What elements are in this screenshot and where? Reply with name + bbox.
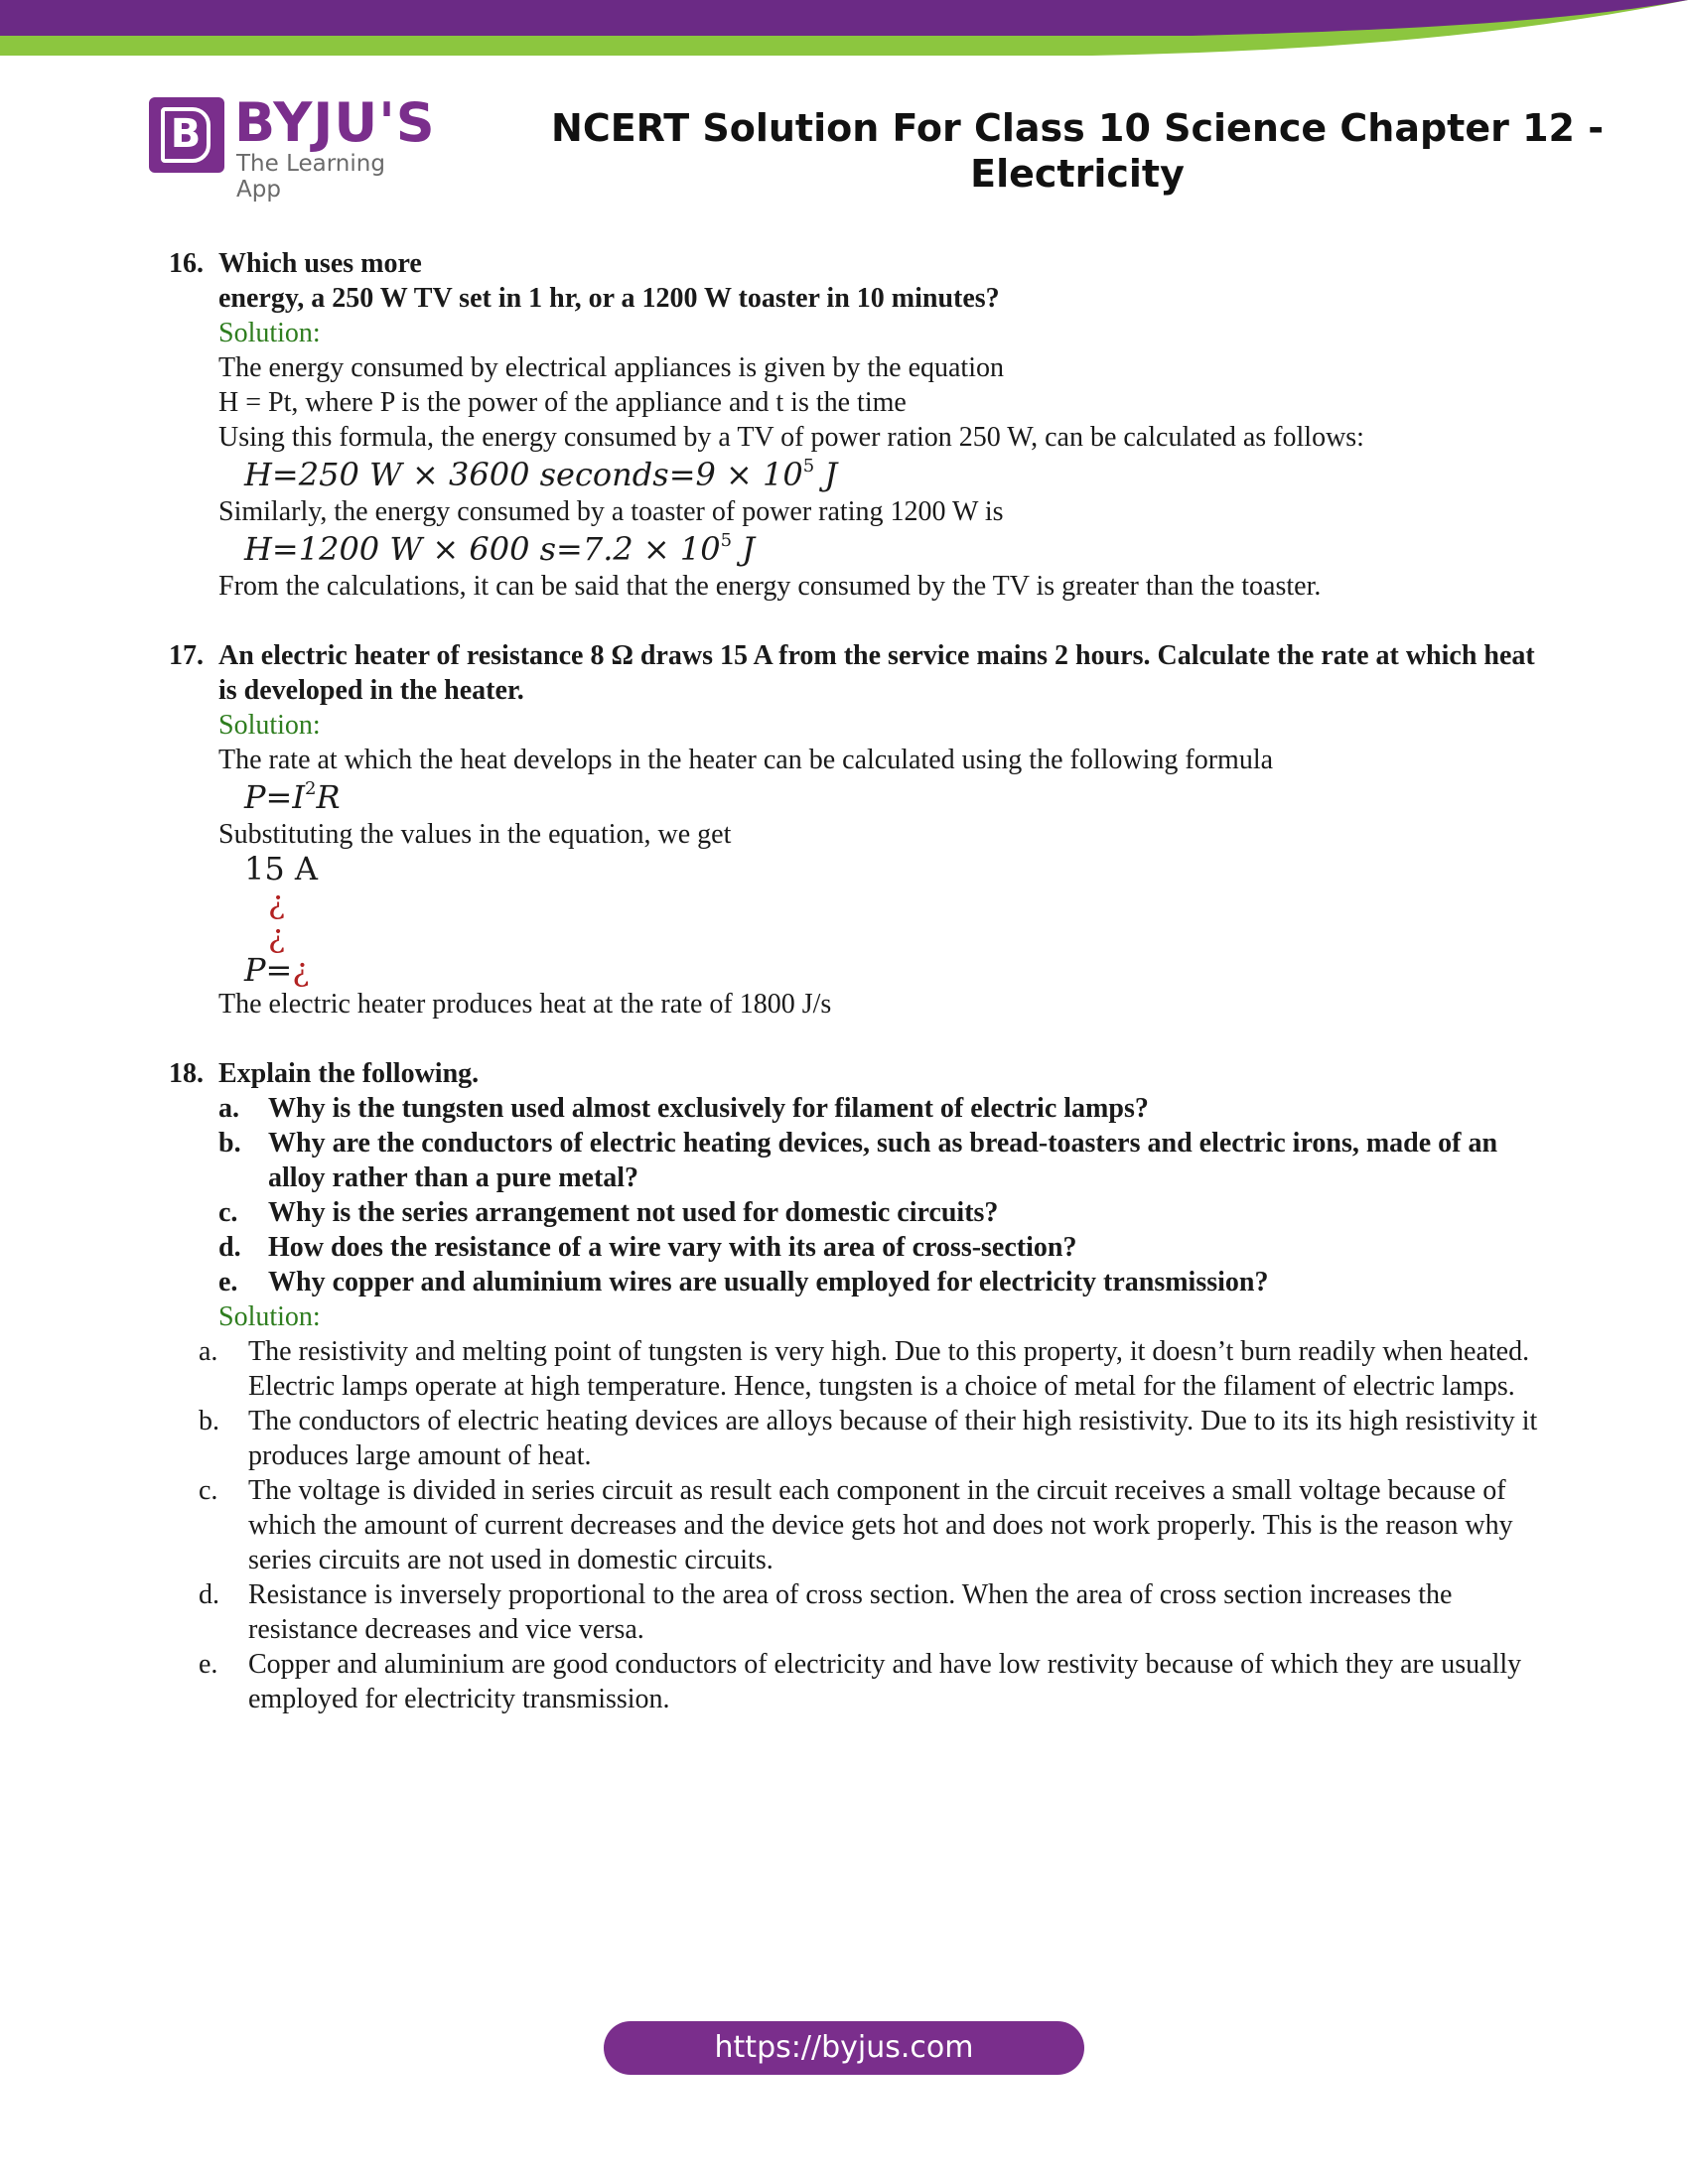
equation-text: H=250 W × 3600 seconds=9 × 10 [244,456,803,493]
eq-line: ¿ [268,884,286,921]
eq-line: ¿ [268,917,286,955]
sub-text: Why is the series arrangement not used for domestic circuits? [268,1197,999,1228]
eq-line [244,953,1559,987]
answer-label: e. [199,1649,218,1680]
equation-tv [218,455,1559,494]
answer-item [199,1577,1559,1647]
sub-text: Why are the conductors of electric heating devices, such as bread-toasters and electric irons, made of an alloy rather than a pure metal? [268,1128,1498,1193]
answer-item [199,1404,1559,1473]
answer-item [199,1647,1559,1716]
question-17 [169,638,1559,1022]
eq-base: P= [244,951,293,989]
brand-tagline: The Learning App [236,151,385,203]
answer-text: Resistance is inversely proportional to the area of cross section. When the area of cross section increases the resistance decreases and vice versa. [248,1579,1453,1645]
unit: J [814,456,838,493]
sub-text: Why copper and aluminium wires are usually employed for electricity transmission? [268,1267,1269,1297]
conclusion: From the calculations, it can be said that the energy consumed by the TV is greater than the toaster. [218,571,1322,602]
exponent: 2 [304,778,317,799]
solution-line: Similarly, the energy consumed by a toaster of power rating 1200 W is [218,496,1004,527]
solution-line: Using this formula, the energy consumed by a TV of power ration 250 W, can be calculated as follows: [218,422,1364,453]
equation-text: H=1200 W × 600 s=7.2 × 10 [244,530,721,568]
question-number: 18. [169,1058,204,1089]
sub-question [218,1230,1559,1265]
byjus-logo[interactable] [147,91,436,203]
question-text: An electric heater of resistance 8 Ω draws 15 A from the service mains 2 hours. Calculate the rate at which heat is developed in the heater. [218,640,1535,706]
eq-line: 15 A [244,850,318,887]
solution-line: H = Pt, where P is the power of the appliance and t is the time [218,387,907,418]
eq-mark: ¿ [292,951,310,989]
logo-icon: B [149,97,224,173]
exponent: 5 [720,530,733,551]
sub-text: How does the resistance of a wire vary with its area of cross-section? [268,1232,1077,1263]
answer-text: The resistivity and melting point of tungsten is very high. Due to this property, it doesn’t burn readily when heated. Electric lamps operate at high temperature. Hence, tungsten is a choice of metal for the filament of electric lamps. [248,1336,1530,1402]
document-body [169,246,1559,1716]
sub-label: d. [218,1232,241,1263]
sub-text: Why is the tungsten used almost exclusively for filament of electric lamps? [268,1093,1149,1124]
solution-line: Substituting the values in the equation, we get [218,819,732,850]
equation-toaster [218,529,1559,569]
answer-label: a. [199,1336,218,1367]
substitution-block [218,852,1559,987]
sub-question [218,1195,1559,1230]
sub-label: b. [218,1128,241,1159]
sub-question [218,1126,1559,1195]
solution-line: The energy consumed by electrical appliances is given by the equation [218,352,1004,383]
question-text: Explain the following. [218,1058,480,1089]
answer-item [199,1334,1559,1404]
formula [218,777,1559,817]
footer-url-link[interactable]: https://byjus.com [604,2021,1084,2075]
unit: J [732,530,756,568]
header-band [0,0,1688,62]
solution-label: Solution: [218,318,321,348]
solution-label: Solution: [218,710,321,741]
sub-question [218,1265,1559,1299]
question-text-line1: Which uses more [218,248,422,279]
answer-text: The voltage is divided in series circuit as result each component in the circuit receives a small voltage because of which the amount of current decreases and the device gets hot and does not work properly. This is the reason why series circuits are not used in domestic circuits. [248,1475,1513,1575]
answer-label: d. [199,1579,219,1610]
formula-base: P=I [244,778,305,816]
question-18 [169,1056,1559,1716]
solution-line: The rate at which the heat develops in the heater can be calculated using the following formula [218,745,1274,775]
sub-question [218,1091,1559,1126]
answer-label: b. [199,1406,219,1436]
sub-label: a. [218,1093,239,1124]
question-16 [169,246,1559,604]
exponent: 5 [802,456,815,477]
answer-text: The conductors of electric heating devices are alloys because of their high resistivity. Due to its its high resistivity it produces large amount of heat. [248,1406,1538,1471]
solution-label: Solution: [218,1301,321,1332]
conclusion: The electric heater produces heat at the rate of 1800 J/s [218,989,832,1020]
question-number: 16. [169,248,204,279]
formula-tail: R [316,778,341,816]
answer-list [169,1334,1559,1716]
page-title: NCERT Solution For Class 10 Science Chapter 12 - Electricity [551,106,1604,196]
answer-item [199,1473,1559,1577]
question-text-line2: energy, a 250 W TV set in 1 hr, or a 1200 W toaster in 10 minutes? [218,283,1000,314]
question-number: 17. [169,640,204,671]
answer-label: c. [199,1475,218,1506]
brand-name: BYJU'S [234,91,436,154]
answer-text: Copper and aluminium are good conductors of electricity and have low restivity because of which they are usually employed for electricity transmission. [248,1649,1522,1714]
sub-label: c. [218,1197,238,1228]
sub-label: e. [218,1267,238,1297]
